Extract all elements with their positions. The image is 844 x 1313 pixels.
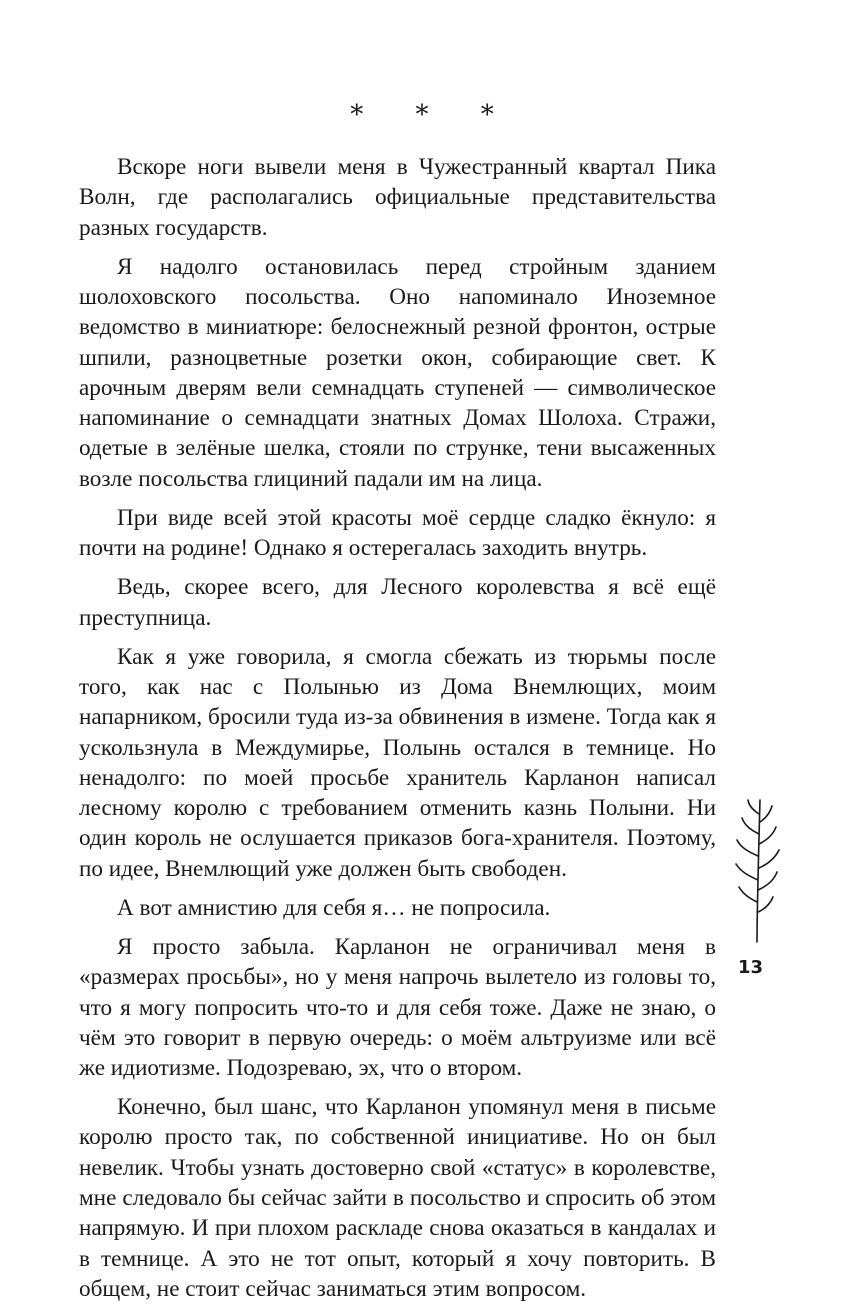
paragraph: А вот амнистию для себя я… не попросила. [117,894,551,921]
branch-icon [727,794,787,944]
body-text [79,152,716,1313]
paragraph: При виде всей этой красоты моё сердце сладко ёкнуло: я почти на родине! Однако я остерегалась заходить внутрь. [79,504,716,562]
paragraph: Я просто забыла. Карланон не ограничивал меня в «размерах просьбы», но у меня напрочь вылетело из головы то, что я могу попросить что-то и для себя тоже. Даже не знаю, о чём это говорит в первую очередь: о моём альтруизме или всё же идиотизме. Подозреваю, эх, что о втором. [79,933,716,1082]
paragraph: Вскоре ноги вывели меня в Чужестранный квартал Пика Волн, где располагались официальные представительства разных государств. [79,154,716,241]
paragraph: Конечно, был шанс, что Карланон упомянул меня в письме королю просто так, по собственной инициативе. Но он был невелик. Чтобы узнать достоверно свой «статус» в королевстве, мне следовало бы сейчас зайти в посольство и спросить об этом напрямую. И при плохом раскладе снова оказаться в кандалах и в темнице. А это не тот опыт, который я хочу повторить. В общем, не стоит сейчас заниматься этим вопросом. [79,1094,716,1302]
section-separator: * * * [350,100,516,130]
paragraph: Я надолго остановилась перед стройным зданием шолоховского посольства. Оно напоминало Иноземное ведомство в миниатюре: белоснежный резной фронтон, острые шпили, разноцветные розетки окон, собирающие свет. К арочным дверям вели семнадцать ступеней — символическое напоминание о семнадцати знатных Домах Шолоха. Стражи, одетые в зелёные шелка, стояли по струнке, тени высаженных возле посольства глициний падали им на лица. [79,253,716,492]
page-number: 13 [738,957,764,978]
paragraph: Ведь, скорее всего, для Лесного королевства я всё ещё преступница. [79,574,716,631]
paragraph: Как я уже говорила, я смогла сбежать из тюрьмы после того, как нас с Полынью из Дома Внемлющих, моим напарником, бросили туда из-за обвинения в измене. Тогда как я ускользнула в Междумирье, Полынь остался в темнице. Но ненадолго: по моей просьбе хранитель Карланон написал лесному королю с требованием отменить казнь Полыни. Ни один король не ослушается приказов бога-хранителя. Поэтому, по идее, Внемлющий уже должен быть свободен. [79,643,716,882]
